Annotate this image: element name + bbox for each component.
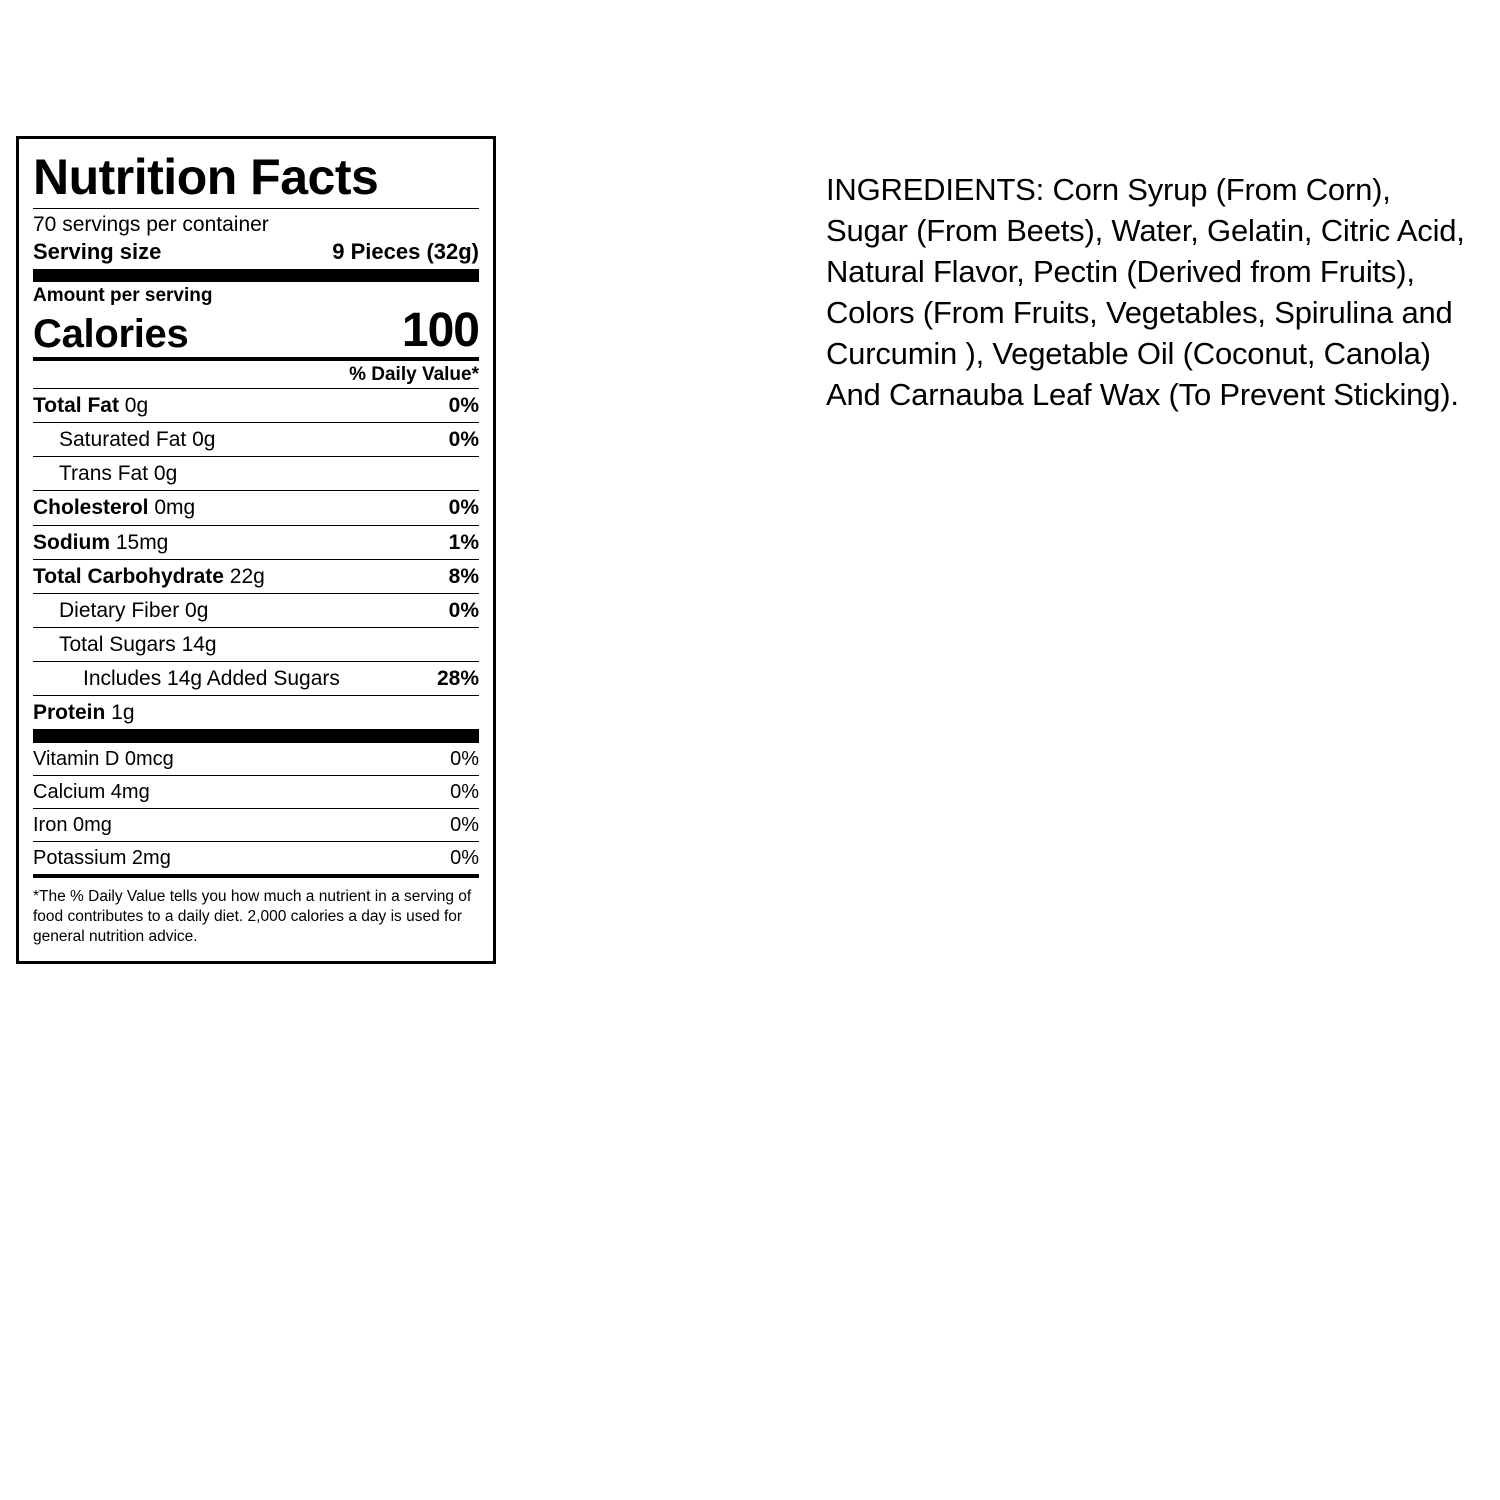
serving-size-label: Serving size [33,239,162,265]
nutrient-row [33,423,479,456]
vitamin-label: Calcium 4mg [33,781,150,804]
nutrient-label: Dietary Fiber 0g [59,598,209,622]
nutrient-row [33,560,479,593]
ingredients-text: INGREDIENTS: Corn Syrup (From Corn), Sugar (From Beets), Water, Gelatin, Citric Acid, Natural Flavor, Pectin (Derived from Fruits), Colors (From Fruits, Vegetables, Spirulina and Curcumin ), Vegetable Oil (Coconut, Canola) And Carnauba Leaf Wax (To Prevent Sticking). [826,172,1465,412]
vitamin-row [33,842,479,874]
nutrient-label: Includes 14g Added Sugars [83,667,340,691]
nutrient-row [33,389,479,422]
nutrient-label: Trans Fat 0g [59,462,178,486]
nutrient-daily-value: 0% [448,598,479,622]
vitamin-label: Vitamin D 0mcg [33,748,174,771]
calories-row [33,304,479,357]
nutrient-daily-value: 0% [448,428,479,452]
nutrition-facts-panel [16,136,496,964]
nutrient-row [33,662,479,695]
nutrient-row [33,457,479,490]
nutrient-daily-value: 1% [448,530,479,554]
vitamin-daily-value: 0% [450,781,479,804]
vitamin-daily-value: 0% [450,748,479,771]
nutrient-row [33,696,479,729]
nutrient-row [33,526,479,559]
vitamin-label: Iron 0mg [33,814,112,837]
nutrient-label: Total Carbohydrate 22g [33,564,265,588]
daily-value-header: % Daily Value* [349,364,479,385]
nutrient-daily-value: 8% [448,564,479,588]
nutrient-label: Saturated Fat 0g [59,428,216,452]
serving-size-row [33,238,479,269]
vitamin-label: Potassium 2mg [33,847,171,870]
nutrient-row [33,594,479,627]
vitamin-row [33,743,479,775]
nutrition-facts-title: Nutrition Facts [33,149,379,205]
divider-thick-top [33,269,479,282]
nutrient-row [33,628,479,661]
nutrient-daily-value: 28% [436,667,479,691]
calories-value: 100 [401,304,479,357]
nutrient-label: Protein 1g [33,701,135,725]
amount-per-serving-label: Amount per serving [33,285,213,307]
nutrient-daily-value: 0% [448,394,479,417]
nutrient-row [33,491,479,524]
servings-per-container: 70 servings per container [33,212,269,236]
nutrient-label: Total Fat 0g [33,394,149,417]
serving-size-value: 9 Pieces (32g) [332,239,479,265]
nutrient-label: Cholesterol 0mg [33,496,196,520]
vitamin-row [33,776,479,808]
divider-thick-bottom [33,730,479,743]
calories-label: Calories [33,312,189,356]
daily-value-footnote: *The % Daily Value tells you how much a nutrient in a serving of food contributes to a daily diet. 2,000 calories a day is used for general nutrition advice. [33,888,472,946]
nutrient-daily-value: 0% [448,496,479,520]
nutrient-label: Total Sugars 14g [59,632,217,656]
vitamin-daily-value: 0% [450,814,479,837]
nutrient-rows [33,389,479,730]
vitamin-daily-value: 0% [450,847,479,870]
vitamin-row [33,809,479,841]
nutrient-label: Sodium 15mg [33,530,169,554]
vitamin-rows [33,743,479,874]
